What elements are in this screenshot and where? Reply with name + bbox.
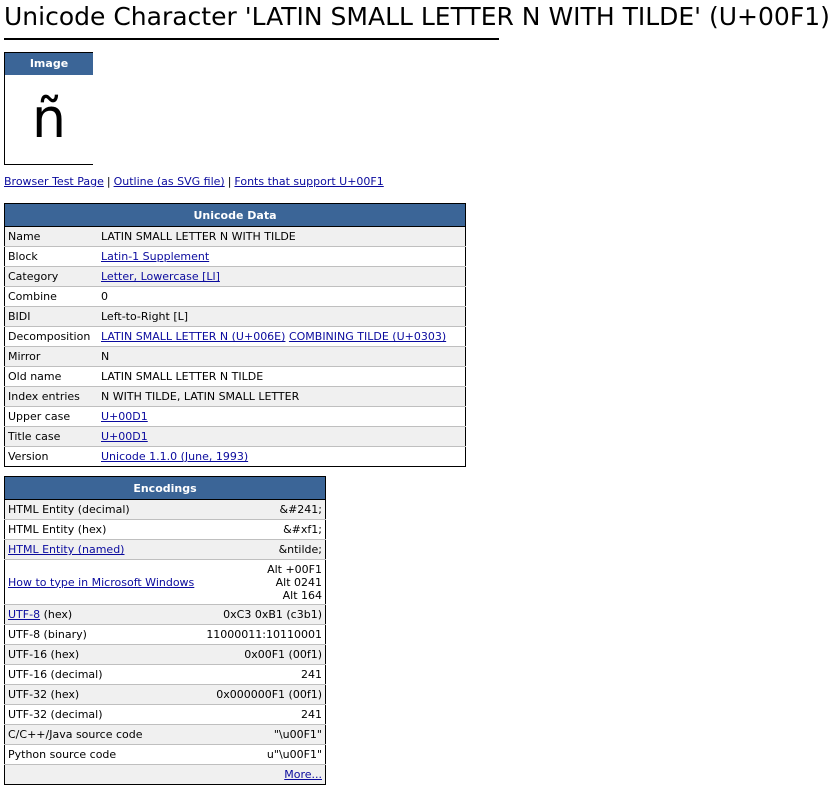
decomposition-link-n[interactable]: LATIN SMALL LETTER N (U+006E) (101, 330, 286, 343)
table-row (5, 347, 466, 367)
name-key: Name (5, 227, 99, 247)
encoding-key: UTF-32 (decimal) (5, 705, 201, 725)
encoding-key: UTF-16 (decimal) (5, 665, 201, 685)
html-entity-named-link[interactable]: HTML Entity (named) (8, 543, 125, 556)
encoding-value: &ntilde; (201, 540, 326, 560)
page-title: Unicode Character 'LATIN SMALL LETTER N WITH TILDE' (U+00F1) (4, 2, 830, 31)
combine-value: 0 (98, 287, 466, 307)
encoding-value: 241 (201, 705, 326, 725)
table-row (5, 520, 326, 540)
upper-case-link[interactable]: U+00D1 (101, 410, 148, 423)
bidi-key: BIDI (5, 307, 99, 327)
browser-test-page-link[interactable]: Browser Test Page (4, 175, 104, 188)
mirror-key: Mirror (5, 347, 99, 367)
alt-code-decimal: Alt 0241 (275, 575, 322, 589)
table-row (5, 605, 326, 625)
table-row (5, 367, 466, 387)
alt-code-short: Alt 164 (282, 588, 322, 602)
old-name-key: Old name (5, 367, 99, 387)
link-separator: | (227, 175, 232, 188)
table-row (5, 625, 326, 645)
table-row (5, 287, 466, 307)
more-link[interactable]: More... (284, 768, 322, 781)
encodings-header: Encodings (5, 477, 326, 500)
outline-svg-link[interactable]: Outline (as SVG file) (113, 175, 225, 188)
index-entries-key: Index entries (5, 387, 99, 407)
encoding-key-suffix: (hex) (40, 608, 73, 621)
category-key: Category (5, 267, 99, 287)
table-row (5, 407, 466, 427)
table-row (5, 765, 326, 785)
how-to-type-windows-link[interactable]: How to type in Microsoft Windows (8, 575, 195, 589)
table-row (5, 247, 466, 267)
table-row (5, 540, 326, 560)
title-case-key: Title case (5, 427, 99, 447)
encoding-value: 0x00F1 (00f1) (201, 645, 326, 665)
image-box (4, 52, 93, 165)
encoding-key: UTF-16 (hex) (5, 645, 201, 665)
table-row (5, 685, 326, 705)
encoding-value: 11000011:10110001 (201, 625, 326, 645)
link-separator: | (106, 175, 111, 188)
category-link[interactable]: Letter, Lowercase [Ll] (101, 270, 220, 283)
unicode-data-header: Unicode Data (5, 204, 466, 227)
table-row (5, 267, 466, 287)
encoding-key: HTML Entity (hex) (5, 520, 201, 540)
table-row (5, 447, 466, 467)
encoding-value (201, 560, 326, 605)
table-row (5, 725, 326, 745)
encoding-value: "\u00F1" (201, 725, 326, 745)
title-case-link[interactable]: U+00D1 (101, 430, 148, 443)
table-row (5, 427, 466, 447)
decomposition-link-tilde[interactable]: COMBINING TILDE (U+0303) (288, 330, 447, 343)
character-glyph: ñ (31, 87, 67, 150)
table-row (5, 327, 466, 347)
encoding-value: u"\u00F1" (201, 745, 326, 765)
decomposition-key: Decomposition (5, 327, 99, 347)
table-row (5, 227, 466, 247)
unicode-data-table (4, 203, 466, 467)
encoding-key: C/C++/Java source code (5, 725, 201, 745)
encoding-value: 0x000000F1 (00f1) (201, 685, 326, 705)
block-link[interactable]: Latin-1 Supplement (101, 250, 210, 263)
encodings-table (4, 476, 326, 785)
encoding-value: 0xC3 0xB1 (c3b1) (201, 605, 326, 625)
encoding-key: UTF-32 (hex) (5, 685, 201, 705)
encoding-key: UTF-8 (binary) (5, 625, 201, 645)
table-row (5, 500, 326, 520)
table-row (5, 307, 466, 327)
encoding-value: 241 (201, 665, 326, 685)
encoding-value: &#xf1; (201, 520, 326, 540)
version-link[interactable]: Unicode 1.1.0 (June, 1993) (101, 450, 249, 463)
block-key: Block (5, 247, 99, 267)
encoding-key: HTML Entity (decimal) (5, 500, 201, 520)
table-row (5, 745, 326, 765)
resource-links (4, 175, 384, 188)
index-entries-value: N WITH TILDE, LATIN SMALL LETTER (98, 387, 466, 407)
table-row (5, 560, 326, 605)
old-name-value: LATIN SMALL LETTER N TILDE (98, 367, 466, 387)
combine-key: Combine (5, 287, 99, 307)
encoding-value: &#241; (201, 500, 326, 520)
alt-code-hex: Alt +00F1 (267, 562, 322, 576)
table-row (5, 387, 466, 407)
encoding-key: Python source code (5, 745, 201, 765)
utf8-link[interactable]: UTF-8 (8, 608, 41, 621)
title-divider (4, 38, 499, 40)
table-row (5, 645, 326, 665)
table-row (5, 705, 326, 725)
mirror-value: N (98, 347, 466, 367)
table-row (5, 665, 326, 685)
version-key: Version (5, 447, 99, 467)
bidi-value: Left-to-Right [L] (98, 307, 466, 327)
name-value: LATIN SMALL LETTER N WITH TILDE (98, 227, 466, 247)
upper-case-key: Upper case (5, 407, 99, 427)
fonts-support-link[interactable]: Fonts that support U+00F1 (234, 175, 384, 188)
image-header: Image (5, 53, 93, 75)
